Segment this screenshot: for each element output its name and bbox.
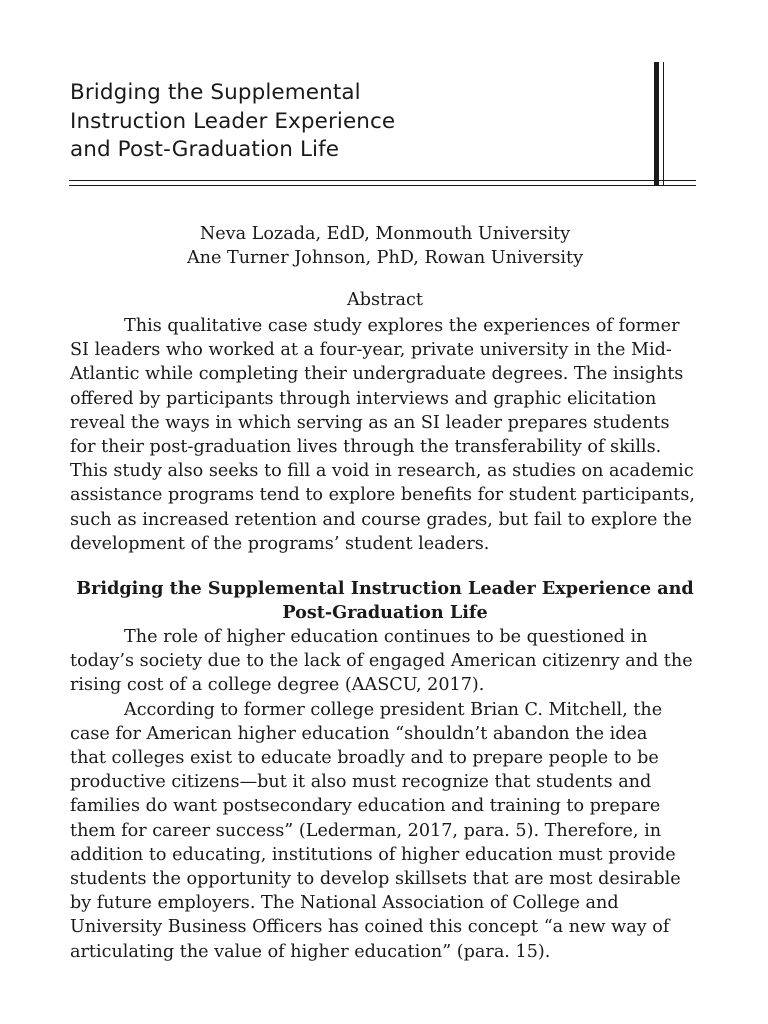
abstract-heading-text: Abstract [347,290,423,310]
abstract-line: This qualitative case study explores the experiences of former [124,316,680,336]
header-title-line: Bridging the Supplemental [70,80,361,105]
paragraph-line: case for American higher education “shouldn’t abandon the idea [70,723,648,744]
section-body [70,625,700,964]
vertical-rule-thick [654,62,659,186]
paragraph-line: According to former college president Brian C. Mitchell, the [124,699,663,720]
horizontal-rule-bottom [69,185,696,186]
paragraph-line: today’s society due to the lack of engaged American citizenry and the [70,651,693,672]
abstract-line: SI leaders who worked at a four-year, private university in the Mid- [70,340,672,361]
paragraph-line: rising cost of a college degree (AASCU, 2017). [70,675,485,696]
paragraph-line: by future employers. The National Association of College and [70,893,619,914]
section-heading-line: Post-Graduation Life [282,602,488,624]
abstract-line: offered by participants through interviews and graphic elicitation [70,388,657,409]
abstract-line: such as increased retention and course grades, but fail to explore the [70,509,692,530]
paragraph-line: addition to educating, institutions of higher education must provide [70,844,676,865]
paragraph-line: The role of higher education continues to be questioned in [124,627,648,647]
author-line: Ane Turner Johnson, PhD, Rowan University [186,248,584,269]
vertical-rule-thin [663,62,664,186]
author-line: Neva Lozada, EdD, Monmouth University [199,224,571,244]
paragraph-line: them for career success” (Lederman, 2017, para. 5). Therefore, in [70,820,662,841]
abstract-line: Atlantic while completing their undergraduate degrees. The insights [70,364,684,385]
paragraph-line: productive citizens—but it also must recognize that students and [70,772,652,793]
abstract-line: assistance programs tend to explore benefits for student participants, [70,485,695,506]
section-heading-line: Bridging the Supplemental Instruction Leader Experience and [76,578,694,599]
paragraph-line: that colleges exist to educate broadly and to prepare people to be [70,748,659,769]
paragraph-line: articulating the value of higher education” (para. 15). [70,941,551,962]
paragraph-line: families do want postsecondary education and training to prepare [70,796,661,817]
abstract-line: development of the programs’ student leaders. [70,533,490,554]
section-heading [70,577,700,625]
abstract-heading [70,288,700,312]
header-title-line: and Post-Graduation Life [70,137,340,162]
paragraph-line: students the opportunity to develop skillsets that are most desirable [70,869,681,890]
author-list [70,222,700,270]
paragraph-line: University Business Officers has coined this concept “a new way of [70,917,670,938]
abstract-body [70,314,700,556]
abstract-line: reveal the ways in which serving as an SI leader prepares students [70,412,670,433]
header-title-line: Instruction Leader Experience [70,108,396,134]
abstract-line: This study also seeks to fill a void in research, as studies on academic [70,461,694,482]
horizontal-rule-top [69,180,696,181]
abstract-line: for their post-graduation lives through the transferability of skills. [70,437,662,458]
header-title [70,79,630,165]
